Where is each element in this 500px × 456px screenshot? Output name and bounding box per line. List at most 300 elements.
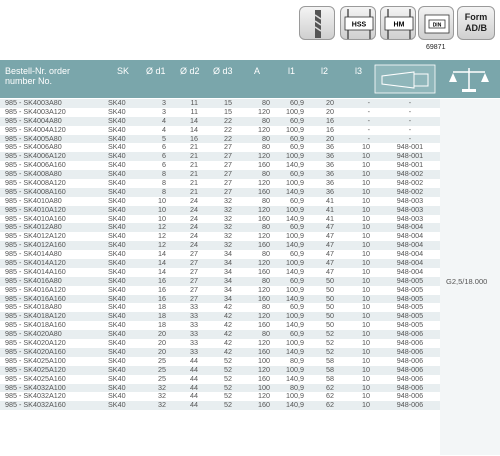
- table-row: [0, 357, 440, 366]
- cell-l1: 60,9: [290, 115, 304, 125]
- cell-d1: 12: [158, 240, 166, 250]
- cell-a: 80: [262, 195, 270, 205]
- cell-collet-no: 948-004: [396, 266, 424, 276]
- cell-l1: 60,9: [290, 302, 304, 312]
- cell-sk: SK40: [108, 293, 126, 303]
- cell-d1: 16: [158, 284, 166, 294]
- cell-d2: 21: [190, 142, 198, 152]
- cell-d2: 44: [190, 391, 198, 401]
- cell-a: 80: [262, 329, 270, 339]
- cell-sk: SK40: [108, 249, 126, 259]
- header-a: A: [254, 66, 261, 76]
- cell-collet-no: -: [408, 133, 412, 143]
- cell-d1: 8: [162, 169, 166, 179]
- cell-d2: 11: [190, 98, 198, 107]
- cell-d2: 44: [190, 373, 198, 383]
- cell-sk: SK40: [108, 240, 126, 250]
- cell-d1: 4: [162, 124, 166, 134]
- cell-sk: SK40: [108, 364, 126, 374]
- cell-l1: 80,9: [290, 382, 304, 392]
- cell-l1: 100,9: [286, 338, 304, 348]
- cell-a: 160: [258, 373, 270, 383]
- cell-collet-no: 948-003: [396, 204, 424, 214]
- cell-d1: 10: [158, 204, 166, 214]
- cell-l2: 47: [326, 222, 334, 232]
- cell-l2: 47: [326, 258, 334, 268]
- cell-l1: 60,9: [290, 195, 304, 205]
- cell-a: 100: [258, 355, 270, 365]
- cell-a: 160: [258, 160, 270, 170]
- cell-l1: 100,9: [286, 391, 304, 401]
- cell-sk: SK40: [108, 195, 126, 205]
- cell-d1: 25: [158, 373, 166, 383]
- cell-sk: SK40: [108, 204, 126, 214]
- header-order-number: Bestell-Nr. order number No.: [5, 66, 71, 86]
- cell-a: 80: [262, 222, 270, 232]
- table-row: [0, 375, 440, 384]
- table-row: [0, 250, 440, 259]
- cell-d2: 27: [190, 249, 198, 259]
- cell-d2: 33: [190, 302, 198, 312]
- cell-l1: 60,9: [290, 98, 304, 107]
- cell-d3: 52: [224, 355, 232, 365]
- header-d2: Ø d2: [180, 66, 200, 76]
- cell-d2: 24: [190, 204, 198, 214]
- cell-sk: SK40: [108, 373, 126, 383]
- cell-order-number: 985 - SK4016A80: [5, 275, 62, 285]
- cell-order-number: 985 - SK4025A160: [5, 373, 66, 383]
- cell-l3: 10: [362, 151, 370, 161]
- scale-icon: [447, 64, 491, 94]
- cell-l2: 50: [326, 320, 334, 330]
- cell-sk: SK40: [108, 133, 126, 143]
- cell-d2: 21: [190, 160, 198, 170]
- cell-sk: SK40: [108, 320, 126, 330]
- cell-d2: 44: [190, 355, 198, 365]
- cell-order-number: 985 - SK4025A120: [5, 364, 66, 374]
- cell-l2: 62: [326, 400, 334, 410]
- cell-sk: SK40: [108, 284, 126, 294]
- cell-d1: 3: [162, 106, 166, 116]
- cell-l3: 10: [362, 258, 370, 268]
- cell-l1: 80,9: [290, 355, 304, 365]
- header-l2: l2: [321, 66, 329, 76]
- cell-l2: 41: [326, 213, 334, 223]
- cell-collet-no: -: [408, 98, 412, 107]
- cell-l2: 16: [326, 115, 334, 125]
- cell-d1: 14: [158, 258, 166, 268]
- din-standard-icon: [418, 6, 454, 40]
- cell-d1: 14: [158, 266, 166, 276]
- cell-l1: 140,9: [286, 373, 304, 383]
- cell-l1: 140,9: [286, 266, 304, 276]
- cell-d3: 42: [224, 338, 232, 348]
- cell-collet-no: 948-002: [396, 169, 424, 179]
- cell-l3: 10: [362, 373, 370, 383]
- cell-sk: SK40: [108, 302, 126, 312]
- cell-d2: 33: [190, 329, 198, 339]
- cell-l3: 10: [362, 382, 370, 392]
- cell-d1: 3: [162, 98, 166, 107]
- table-row: [0, 179, 440, 188]
- cell-l2: 20: [326, 106, 334, 116]
- cell-collet-no: 948-001: [396, 142, 424, 152]
- cell-l2: 52: [326, 346, 334, 356]
- cell-l3: 10: [362, 346, 370, 356]
- cell-d2: 24: [190, 195, 198, 205]
- cell-collet-no: 948-006: [396, 400, 424, 410]
- cell-sk: SK40: [108, 142, 126, 152]
- table-row: [0, 188, 440, 197]
- form-badge: Form AD/B: [457, 6, 495, 40]
- hss-material-icon: [340, 6, 376, 40]
- table-row: [0, 268, 440, 277]
- cell-l1: 140,9: [286, 320, 304, 330]
- cell-l1: 100,9: [286, 364, 304, 374]
- table-row: [0, 170, 440, 179]
- table-row: [0, 206, 440, 215]
- cell-d1: 4: [162, 115, 166, 125]
- cell-l2: 50: [326, 293, 334, 303]
- cell-l3: 10: [362, 240, 370, 250]
- cell-l1: 60,9: [290, 142, 304, 152]
- cell-a: 120: [258, 364, 270, 374]
- cell-order-number: 985 - SK4018A160: [5, 320, 66, 330]
- cell-a: 160: [258, 186, 270, 196]
- cell-a: 80: [262, 133, 270, 143]
- table-row: [0, 241, 440, 250]
- cell-d1: 6: [162, 160, 166, 170]
- cell-d2: 27: [190, 275, 198, 285]
- cell-l1: 140,9: [286, 293, 304, 303]
- cell-d3: 27: [224, 169, 232, 179]
- cell-sk: SK40: [108, 355, 126, 365]
- cell-d1: 5: [162, 133, 166, 143]
- cell-collet-no: -: [408, 106, 412, 116]
- cell-order-number: 985 - SK4008A80: [5, 169, 62, 179]
- cell-d2: 27: [190, 258, 198, 268]
- cell-l3: 10: [362, 355, 370, 365]
- cell-d3: 32: [224, 195, 232, 205]
- cell-d2: 44: [190, 382, 198, 392]
- cell-order-number: 985 - SK4016A120: [5, 284, 66, 294]
- cell-sk: SK40: [108, 231, 126, 241]
- cell-l1: 100,9: [286, 231, 304, 241]
- cell-sk: SK40: [108, 391, 126, 401]
- cell-d3: 42: [224, 302, 232, 312]
- cell-l3: 10: [362, 160, 370, 170]
- cell-a: 100: [258, 382, 270, 392]
- cell-d1: 16: [158, 293, 166, 303]
- table-row: [0, 197, 440, 206]
- cell-d2: 33: [190, 311, 198, 321]
- table-row: [0, 366, 440, 375]
- cell-d3: 52: [224, 391, 232, 401]
- cell-a: 120: [258, 151, 270, 161]
- cell-collet-no: 948-004: [396, 222, 424, 232]
- cell-order-number: 985 - SK4014A120: [5, 258, 66, 268]
- cell-l2: 52: [326, 338, 334, 348]
- cell-collet-no: 948-002: [396, 178, 424, 188]
- cell-l3: 10: [362, 266, 370, 276]
- table-row: [0, 348, 440, 357]
- cell-a: 160: [258, 320, 270, 330]
- cell-l2: 47: [326, 231, 334, 241]
- cell-l1: 60,9: [290, 169, 304, 179]
- cell-d3: 42: [224, 320, 232, 330]
- cell-d3: 27: [224, 151, 232, 161]
- cell-a: 160: [258, 293, 270, 303]
- table-row: [0, 143, 440, 152]
- cell-order-number: 985 - SK4032A100: [5, 382, 66, 392]
- cell-order-number: 985 - SK4025A100: [5, 355, 66, 365]
- cell-l3: 10: [362, 213, 370, 223]
- cell-l1: 60,9: [290, 329, 304, 339]
- cell-l3: 10: [362, 195, 370, 205]
- cell-l3: 10: [362, 400, 370, 410]
- cell-l2: 62: [326, 391, 334, 401]
- cell-d2: 33: [190, 346, 198, 356]
- cell-l1: 60,9: [290, 133, 304, 143]
- cell-l1: 100,9: [286, 258, 304, 268]
- cell-d3: 27: [224, 160, 232, 170]
- cell-d2: 24: [190, 240, 198, 250]
- cell-l2: 62: [326, 382, 334, 392]
- cell-l3: 10: [362, 311, 370, 321]
- cell-collet-no: 948-003: [396, 195, 424, 205]
- cell-collet-no: 948-005: [396, 293, 424, 303]
- cell-d3: 15: [224, 98, 232, 107]
- cell-collet-no: 948-005: [396, 275, 424, 285]
- cell-collet-no: 948-004: [396, 258, 424, 268]
- header-l1: l1: [288, 66, 296, 76]
- cell-l3: 10: [362, 364, 370, 374]
- cell-d1: 16: [158, 275, 166, 285]
- cell-l3: -: [367, 133, 370, 143]
- cell-d1: 10: [158, 195, 166, 205]
- cell-sk: SK40: [108, 178, 126, 188]
- cell-d1: 18: [158, 320, 166, 330]
- cell-order-number: 985 - SK4032A160: [5, 400, 66, 410]
- cell-l2: 50: [326, 275, 334, 285]
- cell-order-number: 985 - SK4012A80: [5, 222, 62, 232]
- cell-sk: SK40: [108, 258, 126, 268]
- cell-l3: -: [367, 98, 370, 107]
- cell-order-number: 985 - SK4020A120: [5, 338, 66, 348]
- table-row: [0, 161, 440, 170]
- header-l3: l3: [355, 66, 363, 76]
- cell-a: 80: [262, 115, 270, 125]
- cell-d3: 52: [224, 382, 232, 392]
- cell-a: 80: [262, 275, 270, 285]
- cell-order-number: 985 - SK4012A160: [5, 240, 66, 250]
- cell-a: 120: [258, 311, 270, 321]
- cell-a: 120: [258, 284, 270, 294]
- cell-collet-no: 948-006: [396, 346, 424, 356]
- cell-d3: 32: [224, 213, 232, 223]
- cell-d2: 16: [190, 133, 198, 143]
- table-header: [0, 60, 500, 98]
- table-row: [0, 295, 440, 304]
- cell-l3: 10: [362, 204, 370, 214]
- cell-d1: 32: [158, 400, 166, 410]
- table-body: [0, 99, 440, 410]
- cell-sk: SK40: [108, 266, 126, 276]
- cell-l2: 16: [326, 124, 334, 134]
- cell-a: 160: [258, 400, 270, 410]
- cell-l1: 100,9: [286, 106, 304, 116]
- cell-l3: 10: [362, 249, 370, 259]
- cell-sk: SK40: [108, 338, 126, 348]
- cell-d2: 14: [190, 124, 198, 134]
- cell-order-number: 985 - SK4020A160: [5, 346, 66, 356]
- cell-sk: SK40: [108, 115, 126, 125]
- cell-order-number: 985 - SK4003A120: [5, 106, 66, 116]
- cell-a: 120: [258, 178, 270, 188]
- cell-order-number: 985 - SK4010A160: [5, 213, 66, 223]
- cell-l2: 20: [326, 98, 334, 107]
- table-row: [0, 321, 440, 330]
- cell-a: 160: [258, 346, 270, 356]
- cell-sk: SK40: [108, 311, 126, 321]
- cell-order-number: 985 - SK4008A160: [5, 186, 66, 196]
- cell-d2: 21: [190, 186, 198, 196]
- cell-d2: 14: [190, 115, 198, 125]
- cell-sk: SK40: [108, 160, 126, 170]
- table-row: [0, 384, 440, 393]
- table-row: [0, 117, 440, 126]
- cell-sk: SK40: [108, 329, 126, 339]
- cell-d3: 34: [224, 275, 232, 285]
- cell-d3: 34: [224, 293, 232, 303]
- cell-d2: 33: [190, 338, 198, 348]
- cell-l3: 10: [362, 186, 370, 196]
- cell-d3: 27: [224, 142, 232, 152]
- cell-l1: 100,9: [286, 311, 304, 321]
- table-row: [0, 339, 440, 348]
- cell-order-number: 985 - SK4018A120: [5, 311, 66, 321]
- cell-d2: 21: [190, 178, 198, 188]
- cell-order-number: 985 - SK4014A80: [5, 249, 62, 259]
- cell-l2: 50: [326, 311, 334, 321]
- cell-d1: 14: [158, 249, 166, 259]
- cell-d1: 20: [158, 338, 166, 348]
- cell-sk: SK40: [108, 98, 126, 107]
- cell-sk: SK40: [108, 400, 126, 410]
- cell-d1: 6: [162, 142, 166, 152]
- cell-order-number: 985 - SK4003A80: [5, 98, 62, 107]
- cell-a: 120: [258, 391, 270, 401]
- cell-collet-no: 948-001: [396, 151, 424, 161]
- cell-l2: 47: [326, 249, 334, 259]
- cell-sk: SK40: [108, 151, 126, 161]
- table-row: [0, 277, 440, 286]
- cell-collet-no: 948-006: [396, 355, 424, 365]
- cell-a: 80: [262, 142, 270, 152]
- cell-l3: -: [367, 124, 370, 134]
- cell-l1: 60,9: [290, 249, 304, 259]
- cell-a: 120: [258, 124, 270, 134]
- cell-d1: 20: [158, 346, 166, 356]
- cell-d3: 52: [224, 373, 232, 383]
- cell-d3: 34: [224, 266, 232, 276]
- cell-collet-no: 948-006: [396, 338, 424, 348]
- hm-material-icon: [380, 6, 416, 40]
- cell-d1: 25: [158, 364, 166, 374]
- cell-collet-no: 948-003: [396, 213, 424, 223]
- cell-collet-no: 948-005: [396, 311, 424, 321]
- cell-l3: 10: [362, 222, 370, 232]
- cell-collet-no: 948-006: [396, 391, 424, 401]
- table-row: [0, 99, 440, 108]
- cell-l2: 20: [326, 133, 334, 143]
- svg-text:HM: HM: [393, 21, 405, 29]
- cell-l2: 58: [326, 373, 334, 383]
- cell-d2: 24: [190, 222, 198, 232]
- cell-sk: SK40: [108, 106, 126, 116]
- table-row: [0, 259, 440, 268]
- cell-a: 80: [262, 98, 270, 107]
- cell-l3: 10: [362, 231, 370, 241]
- table-row: [0, 135, 440, 144]
- cell-l2: 50: [326, 302, 334, 312]
- cell-l1: 100,9: [286, 151, 304, 161]
- cell-order-number: 985 - SK4008A120: [5, 178, 66, 188]
- cell-d2: 44: [190, 364, 198, 374]
- table-row: [0, 126, 440, 135]
- cell-a: 120: [258, 204, 270, 214]
- table-row: [0, 286, 440, 295]
- cell-order-number: 985 - SK4004A80: [5, 115, 62, 125]
- price-column: [440, 99, 500, 455]
- cell-d3: 32: [224, 222, 232, 232]
- cell-l2: 36: [326, 142, 334, 152]
- cell-order-number: 985 - SK4010A80: [5, 195, 62, 205]
- cell-order-number: 985 - SK4006A120: [5, 151, 66, 161]
- cell-l3: 10: [362, 391, 370, 401]
- cell-d2: 27: [190, 266, 198, 276]
- cell-l1: 140,9: [286, 160, 304, 170]
- cell-d2: 21: [190, 169, 198, 179]
- cell-d3: 32: [224, 240, 232, 250]
- cell-order-number: 985 - SK4020A80: [5, 329, 62, 339]
- cell-l3: 10: [362, 142, 370, 152]
- cell-collet-no: 948-004: [396, 240, 424, 250]
- cell-d1: 32: [158, 391, 166, 401]
- cell-collet-no: 948-002: [396, 186, 424, 196]
- cell-l3: 10: [362, 302, 370, 312]
- cell-sk: SK40: [108, 382, 126, 392]
- cell-l2: 41: [326, 204, 334, 214]
- cell-sk: SK40: [108, 346, 126, 356]
- table-row: [0, 312, 440, 321]
- cell-l1: 140,9: [286, 186, 304, 196]
- cell-d2: 24: [190, 231, 198, 241]
- cell-d1: 32: [158, 382, 166, 392]
- cell-collet-no: 948-006: [396, 364, 424, 374]
- cell-collet-no: -: [408, 124, 412, 134]
- cell-order-number: 985 - SK4004A120: [5, 124, 66, 134]
- cell-a: 160: [258, 266, 270, 276]
- cell-d3: 27: [224, 186, 232, 196]
- cell-l2: 36: [326, 160, 334, 170]
- cell-l2: 58: [326, 364, 334, 374]
- cell-collet-no: 948-006: [396, 382, 424, 392]
- cell-sk: SK40: [108, 222, 126, 232]
- cell-order-number: 985 - SK4012A120: [5, 231, 66, 241]
- table-row: [0, 392, 440, 401]
- cell-d2: 11: [190, 106, 198, 116]
